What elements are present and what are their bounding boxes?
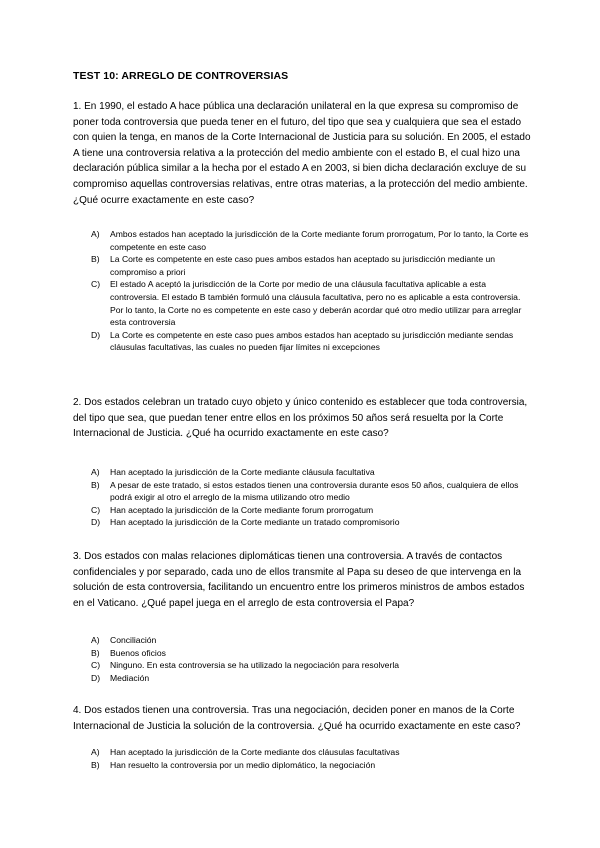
option-text: Han aceptado la jurisdicción de la Corte mediante dos cláusulas facultativas xyxy=(110,747,400,757)
option-2a xyxy=(91,466,533,479)
option-text: El estado A aceptó la jurisdicción de la Corte por medio de una cláusula facultativa aplicable a esta controversia. El estado B también formuló una cláusula facultativa, pero no es aplicable a esta controversia. Por lo tanto, la Corte no es competente en este caso y deberán acordar qué otro medio utilizar para arreglar esta controversia xyxy=(110,279,522,328)
option-letter: C) xyxy=(91,504,101,515)
option-2c xyxy=(91,504,533,517)
question-4-text: 4. Dos estados tienen una controversia. Tras una negociación, deciden poner en manos de la Corte Internacional de Justicia la solución de la controversia. ¿Qué ha ocurrido exactamente en este caso? xyxy=(73,705,521,732)
option-letter: D) xyxy=(91,672,101,683)
option-2d xyxy=(91,516,533,529)
question-3-text: 3. Dos estados con malas relaciones diplomáticas tienen una controversia. A través de contactos confidenciales y por separado, cada uno de ellos transmite al Papa su deseo de que intervenga en la solución de esta controversia, facilitando un encuentro entre los primeros ministros de ambos estados en el Vaticano. ¿Qué papel juega en el arreglo de esta controversia el Papa? xyxy=(73,551,525,609)
option-letter: C) xyxy=(91,279,101,290)
question-1-text: 1. En 1990, el estado A hace pública una declaración unilateral en la que expresa su compromiso de poner toda controversia que pueda tener en el futuro, del tipo que sea y cualquiera que sea el estado con quien la tenga, en manos de la Corte Internacional de Justicia para su solución. En 2005, el estado A tiene una controversia relativa a la protección del medio ambiente con el estado B, el cual hizo una declaración pública similar a la hecha por el estado A en 2003, si bien dicha declaración excluye de su compromiso aquellas controversias relativas, entre otras materias, a la protección del medio ambiente. ¿Qué ocurre exactamente en este caso? xyxy=(73,101,531,206)
option-text: Han resuelto la controversia por un medio diplomático, la negociación xyxy=(110,759,376,770)
option-text: La Corte es competente en este caso pues ambos estados han aceptado su jurisdicción mediante un compromiso a priori xyxy=(110,254,496,277)
option-letter: B) xyxy=(91,647,100,658)
option-3d xyxy=(91,672,533,685)
option-letter: D) xyxy=(91,329,101,340)
question-1-options xyxy=(91,228,533,354)
option-text: La Corte es competente en este caso pues ambos estados han aceptado su jurisdicción mediante sendas cláusulas facultativas, las cuales no pueden fijar límites ni excepciones xyxy=(110,329,514,353)
question-3-options xyxy=(91,634,533,684)
option-letter: A) xyxy=(91,229,100,239)
option-3b xyxy=(91,647,533,660)
option-1c xyxy=(91,278,533,328)
question-2-options xyxy=(91,466,533,529)
option-letter: C) xyxy=(91,660,101,671)
option-letter: A) xyxy=(91,747,100,757)
option-text: Han aceptado la jurisdicción de la Corte mediante un tratado compromisorio xyxy=(110,517,400,528)
option-3c xyxy=(91,659,533,672)
page-title: TEST 10: ARREGLO DE CONTROVERSIAS xyxy=(73,70,289,82)
option-letter: B) xyxy=(91,479,100,490)
option-text: Conciliación xyxy=(110,635,157,645)
option-text: Buenos oficios xyxy=(110,647,166,658)
option-4b xyxy=(91,759,533,772)
question-4-options xyxy=(91,746,533,771)
option-text: A pesar de este tratado, si estos estados tienen una controversia durante esos 50 años, cualquiera de ellos podrá exigir al otro el arreglo de la misma utilizando otro medio xyxy=(110,479,519,503)
option-3a xyxy=(91,634,533,647)
option-2b xyxy=(91,479,533,504)
option-1a xyxy=(91,228,533,253)
option-text: Han aceptado la jurisdicción de la Corte mediante forum prorrogatum xyxy=(110,504,374,515)
option-letter: B) xyxy=(91,254,100,265)
option-letter: A) xyxy=(91,635,100,645)
option-text: Ninguno. En esta controversia se ha utilizado la negociación para resolverla xyxy=(110,660,400,671)
option-letter: B) xyxy=(91,759,100,770)
option-letter: D) xyxy=(91,517,101,528)
option-1b xyxy=(91,253,533,278)
option-text: Mediación xyxy=(110,672,150,683)
option-text: Ambos estados han aceptado la jurisdicción de la Corte mediante forum prorrogatum, Por lo tanto, la Corte es competente en este caso xyxy=(110,229,529,252)
question-2-text: 2. Dos estados celebran un tratado cuyo objeto y único contenido es establecer que toda controversia, del tipo que sea, que puedan tener entre ellos en los próximos 50 años será resuelta por la Corte Internacional de Justicia. ¿Qué ha ocurrido exactamente en este caso? xyxy=(73,397,528,440)
option-1d xyxy=(91,329,533,354)
option-text: Han aceptado la jurisdicción de la Corte mediante cláusula facultativa xyxy=(110,467,375,477)
option-4a xyxy=(91,746,533,759)
option-letter: A) xyxy=(91,467,100,477)
